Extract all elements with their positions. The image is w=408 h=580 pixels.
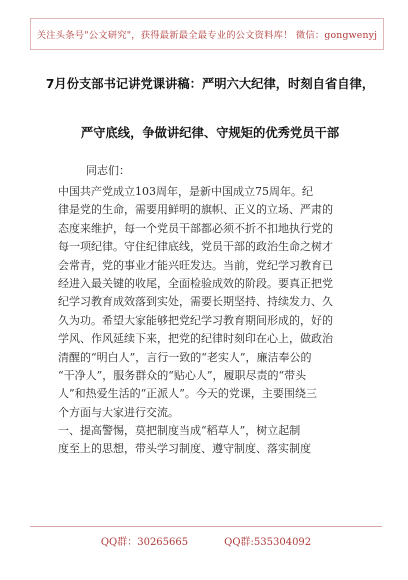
body-line: 纪学习教育成效落到实处，需要长期坚持、持续发力、久 xyxy=(58,295,333,309)
body-line: 经进入最关键的收尾，全面检验成效的阶段。要真正把党 xyxy=(58,276,333,290)
body-line: 学风、作风延续下来，把党的纪律时刻印在心上，做政治 xyxy=(58,332,333,346)
body-line: 清醒的“明白人”，言行一致的“老实人”，廉洁奉公的 xyxy=(58,350,312,364)
salutation: 同志们： xyxy=(86,164,130,177)
body-line: 个方面与大家进行交流。 xyxy=(58,405,179,419)
footer xyxy=(30,526,382,548)
body-line: 会常青，党的事业才能兴旺发达。当前，党纪学习教育已 xyxy=(58,258,333,272)
body-line: 一、提高警惕，莫把制度当成“稻草人”，树立起制 xyxy=(58,424,301,438)
footer-qq-group-2: QQ群:535304092 xyxy=(224,537,312,548)
body-line: 态度来维护，每一个党员干部都必须不折不扣地执行党的 xyxy=(58,221,333,235)
body-line: 人”和热爱生活的“正派人”。今天的党课，主要围绕三 xyxy=(58,387,317,401)
document-body xyxy=(58,183,358,459)
document-title-line-1: 7月份支部书记讲党课讲稿：严明六大纪律，时刻自省自律， xyxy=(45,77,375,91)
body-line: 每一项纪律。守住纪律底线，党员干部的政治生命之树才 xyxy=(58,240,333,254)
footer-qq-group-1: QQ群：30265665 xyxy=(100,537,189,548)
header-banner: 关注头条号"公文研究"，获得最新最全最专业的公文资料库！ 微信：gongwenyj xyxy=(30,18,384,50)
body-line: 律是党的生命，需要用鲜明的旗帜、正义的立场、严肃的 xyxy=(58,203,333,217)
body-line: 度至上的思想，带头学习制度、遵守制度、落实制度 xyxy=(58,442,311,456)
body-line: 久为功。希望大家能够把党纪学习教育期间形成的，好的 xyxy=(58,313,333,327)
document-title-line-2: 严守底线，争做讲纪律、守规矩的优秀党员干部 xyxy=(80,126,340,140)
body-line: 中国共产党成立103周年，是新中国成立75周年。纪 xyxy=(58,185,313,198)
body-line: “干净人”，服务群众的“贴心人”，履职尽责的“带头 xyxy=(58,368,307,382)
